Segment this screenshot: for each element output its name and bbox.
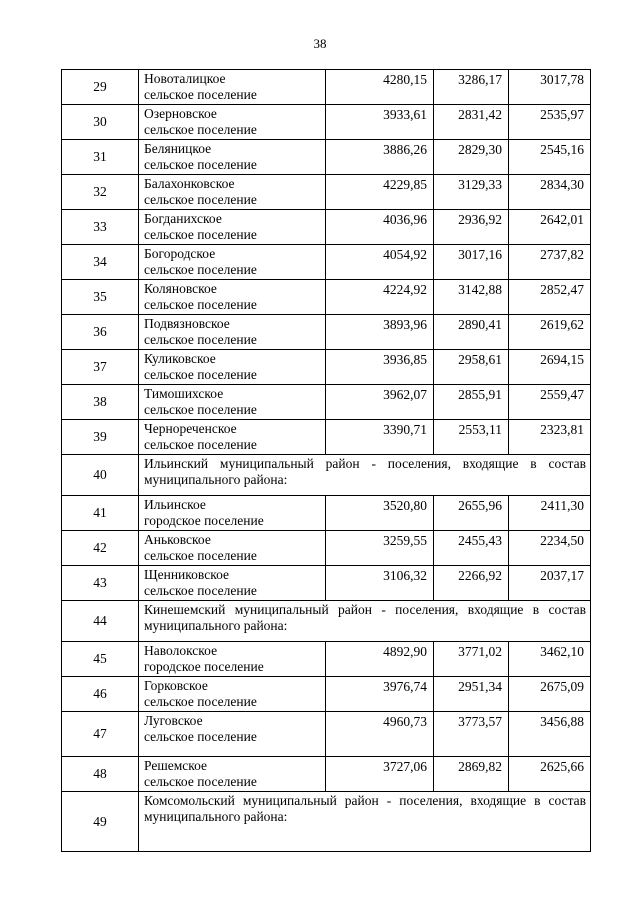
settlement-name — [139, 70, 326, 105]
value-cell-v3: 2545,16 — [509, 140, 591, 175]
value-cell-v2: 3773,57 — [434, 712, 509, 757]
page-number: 38 — [313, 36, 327, 51]
settlement-type: сельское поселение — [144, 227, 257, 242]
settlement-name-line1: Горковское — [144, 678, 208, 693]
value-cell-v1: 3886,26 — [326, 140, 434, 175]
district-header: Комсомольский муниципальный район - поселения, входящие в состав муниципального района: — [139, 792, 591, 852]
row-number: 37 — [62, 350, 139, 385]
row-number: 38 — [62, 385, 139, 420]
value-cell-v3: 3462,10 — [509, 642, 591, 677]
value-cell-v1: 3390,71 — [326, 420, 434, 455]
settlement-name-line1: Тимошихское — [144, 386, 224, 401]
value-cell-v1: 3106,32 — [326, 566, 434, 601]
table-row — [62, 531, 591, 566]
settlement-name — [139, 315, 326, 350]
row-number: 36 — [62, 315, 139, 350]
settlement-name — [139, 140, 326, 175]
row-number: 42 — [62, 531, 139, 566]
value-cell-v3: 2411,30 — [509, 496, 591, 531]
settlement-name-line1: Аньковское — [144, 532, 211, 547]
settlement-name — [139, 210, 326, 245]
value-cell-v1: 3976,74 — [326, 677, 434, 712]
value-cell-v2: 2829,30 — [434, 140, 509, 175]
settlement-type: сельское поселение — [144, 332, 257, 347]
value-cell-v2: 2936,92 — [434, 210, 509, 245]
settlement-name-line1: Наволокское — [144, 643, 218, 658]
settlement-name-line1: Ильинское — [144, 497, 206, 512]
value-cell-v3: 2037,17 — [509, 566, 591, 601]
settlement-name — [139, 175, 326, 210]
value-cell-v2: 3129,33 — [434, 175, 509, 210]
value-cell-v1: 3936,85 — [326, 350, 434, 385]
value-cell-v2: 2655,96 — [434, 496, 509, 531]
value-cell-v2: 2890,41 — [434, 315, 509, 350]
value-cell-v3: 2834,30 — [509, 175, 591, 210]
table-row — [62, 677, 591, 712]
row-number: 32 — [62, 175, 139, 210]
value-cell-v2: 2869,82 — [434, 757, 509, 792]
district-header: Ильинский муниципальный район - поселения, входящие в состав муниципального района: — [139, 455, 591, 496]
settlement-type: сельское поселение — [144, 297, 257, 312]
row-number: 40 — [62, 455, 139, 496]
settlement-type: сельское поселение — [144, 548, 257, 563]
table-row — [62, 280, 591, 315]
table-row — [62, 210, 591, 245]
value-cell-v2: 2266,92 — [434, 566, 509, 601]
value-cell-v3: 2625,66 — [509, 757, 591, 792]
settlement-name — [139, 712, 326, 757]
settlement-name-line1: Луговское — [144, 713, 203, 728]
settlement-type: сельское поселение — [144, 402, 257, 417]
settlement-name — [139, 677, 326, 712]
row-number: 35 — [62, 280, 139, 315]
row-number: 45 — [62, 642, 139, 677]
row-number: 41 — [62, 496, 139, 531]
settlement-type: сельское поселение — [144, 694, 257, 709]
row-number: 47 — [62, 712, 139, 757]
value-cell-v2: 3771,02 — [434, 642, 509, 677]
value-cell-v1: 3962,07 — [326, 385, 434, 420]
settlement-name-line1: Беляницкое — [144, 141, 212, 156]
row-number: 33 — [62, 210, 139, 245]
value-cell-v3: 2852,47 — [509, 280, 591, 315]
value-cell-v1: 4036,96 — [326, 210, 434, 245]
table-row — [62, 420, 591, 455]
table-row — [62, 315, 591, 350]
table-row — [62, 455, 591, 496]
settlement-name — [139, 496, 326, 531]
row-number: 43 — [62, 566, 139, 601]
value-cell-v3: 2234,50 — [509, 531, 591, 566]
settlement-name-line1: Балахонковское — [144, 176, 235, 191]
row-number: 30 — [62, 105, 139, 140]
settlement-type: сельское поселение — [144, 87, 257, 102]
settlement-name — [139, 420, 326, 455]
settlement-name-line1: Озерновское — [144, 106, 217, 121]
value-cell-v1: 3520,80 — [326, 496, 434, 531]
settlement-name-line1: Новоталицкое — [144, 71, 226, 86]
settlement-name-line1: Коляновское — [144, 281, 217, 296]
settlement-name-line1: Решемское — [144, 758, 208, 773]
settlement-type: городское поселение — [144, 659, 264, 674]
value-cell-v3: 2619,62 — [509, 315, 591, 350]
table-row — [62, 712, 591, 757]
table-row — [62, 566, 591, 601]
table-row — [62, 601, 591, 642]
value-cell-v3: 2675,09 — [509, 677, 591, 712]
settlement-name-line1: Щенниковское — [144, 567, 229, 582]
settlement-type: сельское поселение — [144, 157, 257, 172]
value-cell-v2: 2455,43 — [434, 531, 509, 566]
settlement-name-line1: Богородское — [144, 246, 216, 261]
value-cell-v2: 3286,17 — [434, 70, 509, 105]
value-cell-v1: 4054,92 — [326, 245, 434, 280]
settlements-table — [61, 69, 591, 852]
value-cell-v3: 3017,78 — [509, 70, 591, 105]
settlement-name — [139, 280, 326, 315]
settlement-name — [139, 566, 326, 601]
value-cell-v3: 2694,15 — [509, 350, 591, 385]
settlement-type: сельское поселение — [144, 729, 257, 744]
row-number: 46 — [62, 677, 139, 712]
settlement-type: городское поселение — [144, 513, 264, 528]
row-number: 49 — [62, 792, 139, 852]
value-cell-v1: 3259,55 — [326, 531, 434, 566]
settlement-name-line1: Чернореченское — [144, 421, 237, 436]
settlement-name — [139, 642, 326, 677]
settlement-type: сельское поселение — [144, 774, 257, 789]
value-cell-v3: 3456,88 — [509, 712, 591, 757]
value-cell-v2: 2553,11 — [434, 420, 509, 455]
value-cell-v3: 2737,82 — [509, 245, 591, 280]
district-header: Кинешемский муниципальный район - поселения, входящие в состав муниципального района: — [139, 601, 591, 642]
value-cell-v1: 4224,92 — [326, 280, 434, 315]
settlement-type: сельское поселение — [144, 262, 257, 277]
settlement-name-line1: Богданихское — [144, 211, 222, 226]
table-row — [62, 792, 591, 852]
settlement-name — [139, 350, 326, 385]
settlement-name — [139, 531, 326, 566]
table-row — [62, 140, 591, 175]
settlement-type: сельское поселение — [144, 122, 257, 137]
value-cell-v1: 3933,61 — [326, 105, 434, 140]
row-number: 29 — [62, 70, 139, 105]
value-cell-v2: 2958,61 — [434, 350, 509, 385]
value-cell-v2: 2831,42 — [434, 105, 509, 140]
row-number: 44 — [62, 601, 139, 642]
settlement-type: сельское поселение — [144, 437, 257, 452]
table-row — [62, 245, 591, 280]
value-cell-v1: 4229,85 — [326, 175, 434, 210]
settlement-name-line1: Подвязновское — [144, 316, 230, 331]
value-cell-v3: 2642,01 — [509, 210, 591, 245]
settlement-name-line1: Куликовское — [144, 351, 216, 366]
value-cell-v1: 3893,96 — [326, 315, 434, 350]
value-cell-v1: 4892,90 — [326, 642, 434, 677]
settlement-name — [139, 385, 326, 420]
settlement-type: сельское поселение — [144, 583, 257, 598]
settlement-name — [139, 105, 326, 140]
row-number: 48 — [62, 757, 139, 792]
table-row — [62, 105, 591, 140]
value-cell-v2: 2951,34 — [434, 677, 509, 712]
table-row — [62, 757, 591, 792]
table-row — [62, 175, 591, 210]
settlement-name — [139, 245, 326, 280]
row-number: 39 — [62, 420, 139, 455]
value-cell-v1: 4960,73 — [326, 712, 434, 757]
settlement-type: сельское поселение — [144, 367, 257, 382]
value-cell-v3: 2323,81 — [509, 420, 591, 455]
table-row — [62, 350, 591, 385]
value-cell-v2: 2855,91 — [434, 385, 509, 420]
row-number: 34 — [62, 245, 139, 280]
value-cell-v1: 4280,15 — [326, 70, 434, 105]
value-cell-v3: 2559,47 — [509, 385, 591, 420]
table-row — [62, 385, 591, 420]
table-row — [62, 496, 591, 531]
table-row — [62, 70, 591, 105]
settlement-type: сельское поселение — [144, 192, 257, 207]
value-cell-v2: 3017,16 — [434, 245, 509, 280]
value-cell-v3: 2535,97 — [509, 105, 591, 140]
value-cell-v1: 3727,06 — [326, 757, 434, 792]
row-number: 31 — [62, 140, 139, 175]
value-cell-v2: 3142,88 — [434, 280, 509, 315]
settlement-name — [139, 757, 326, 792]
table-row — [62, 642, 591, 677]
